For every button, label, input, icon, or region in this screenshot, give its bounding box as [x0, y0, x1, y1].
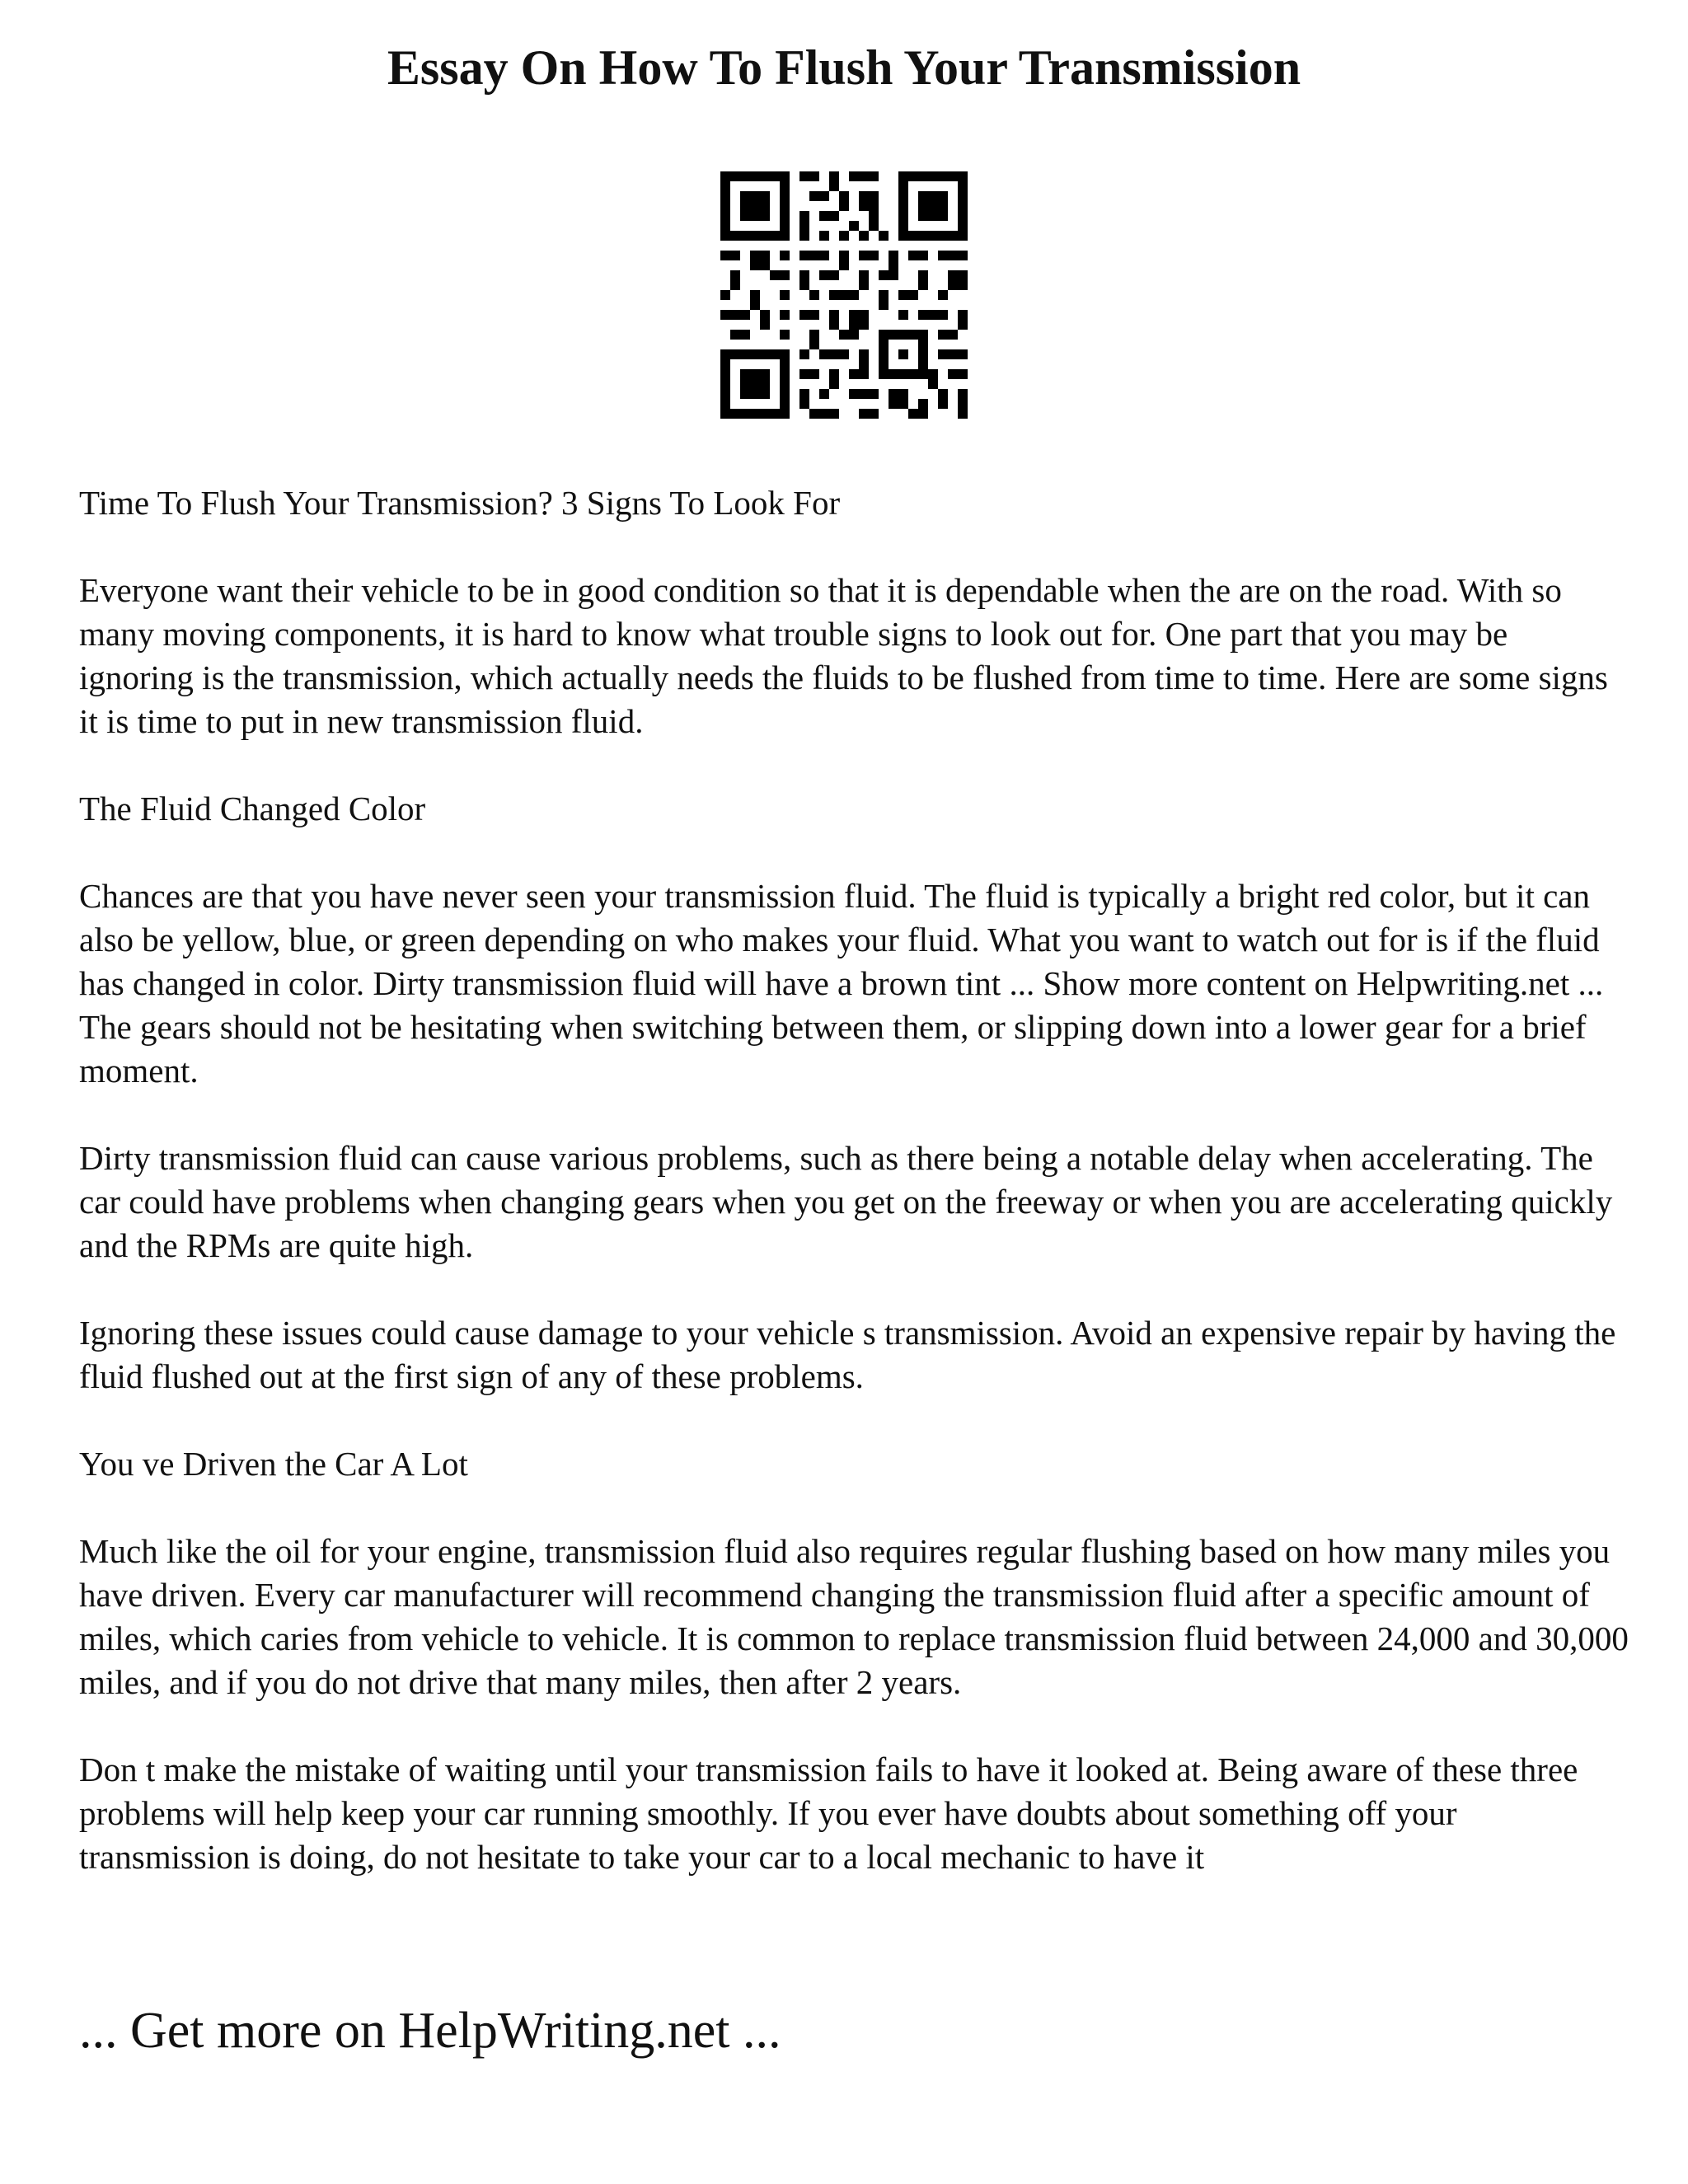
section-heading-signs: Time To Flush Your Transmission? 3 Signs To Look For — [79, 484, 841, 522]
essay-body — [79, 481, 1629, 1923]
paragraph-dirty-fluid: Dirty transmission fluid can cause various problems, such as there being a notable delay when accelerating. The car could have problems when changing gears when you get on the freeway or when you are accelerating quickly and the RPMs are quite high. — [79, 1139, 1613, 1264]
paragraph-oil-comparison: Much like the oil for your engine, transmission fluid also requires regular flushing based on how many miles you have driven. Every car manufacturer will recommend changing the transmission fluid after a specific amount of miles, which caries from vehicle to vehicle. It is common to replace transmission fluid between 24,000 and 30,000 miles, and if you do not drive that many miles, then after 2 years. — [79, 1532, 1629, 1701]
section-heading-fluid-color: The Fluid Changed Color — [79, 790, 426, 827]
paragraph-conclusion: Don t make the mistake of waiting until your transmission fails to have it looked at. Being aware of these three problems will help keep your car running smoothly. If you ever have doubts about something off your transmission is doing, do not hesitate to take your car to a local mechanic to have it — [79, 1750, 1578, 1876]
paragraph-fluid-color: Chances are that you have never seen your transmission fluid. The fluid is typically a bright red color, but it can also be yellow, blue, or green depending on who makes your fluid. What you want to watch out for is if the fluid has changed in color. Dirty transmission fluid will have a brown tint ... Show more content on Helpwriting.net ... — [79, 877, 1604, 1002]
section-heading-driven-a-lot: You ve Driven the Car A Lot — [79, 1445, 468, 1483]
paragraph-ignoring-issues: Ignoring these issues could cause damage to your vehicle s transmission. Avoid an expensive repair by having the fluid flushed out at the first sign of any of these problems. — [79, 1314, 1616, 1395]
get-more-link[interactable]: ... Get more on HelpWriting.net ... — [79, 2003, 781, 2059]
qr-code-icon — [720, 171, 968, 419]
document-title: Essay On How To Flush Your Transmission — [387, 40, 1301, 95]
paragraph-gears: The gears should not be hesitating when switching between them, or slipping down into a lower gear for a brief moment. — [79, 1008, 1587, 1090]
qr-code-graphic — [720, 171, 968, 419]
paragraph-intro: Everyone want their vehicle to be in good condition so that it is dependable when the are on the road. With so many moving components, it is hard to know what trouble signs to look out for. One part that you may be ignoring is the transmission, which actually needs the fluids to be flushed from time to time. Here are some signs it is time to put in new transmission fluid. — [79, 571, 1608, 740]
